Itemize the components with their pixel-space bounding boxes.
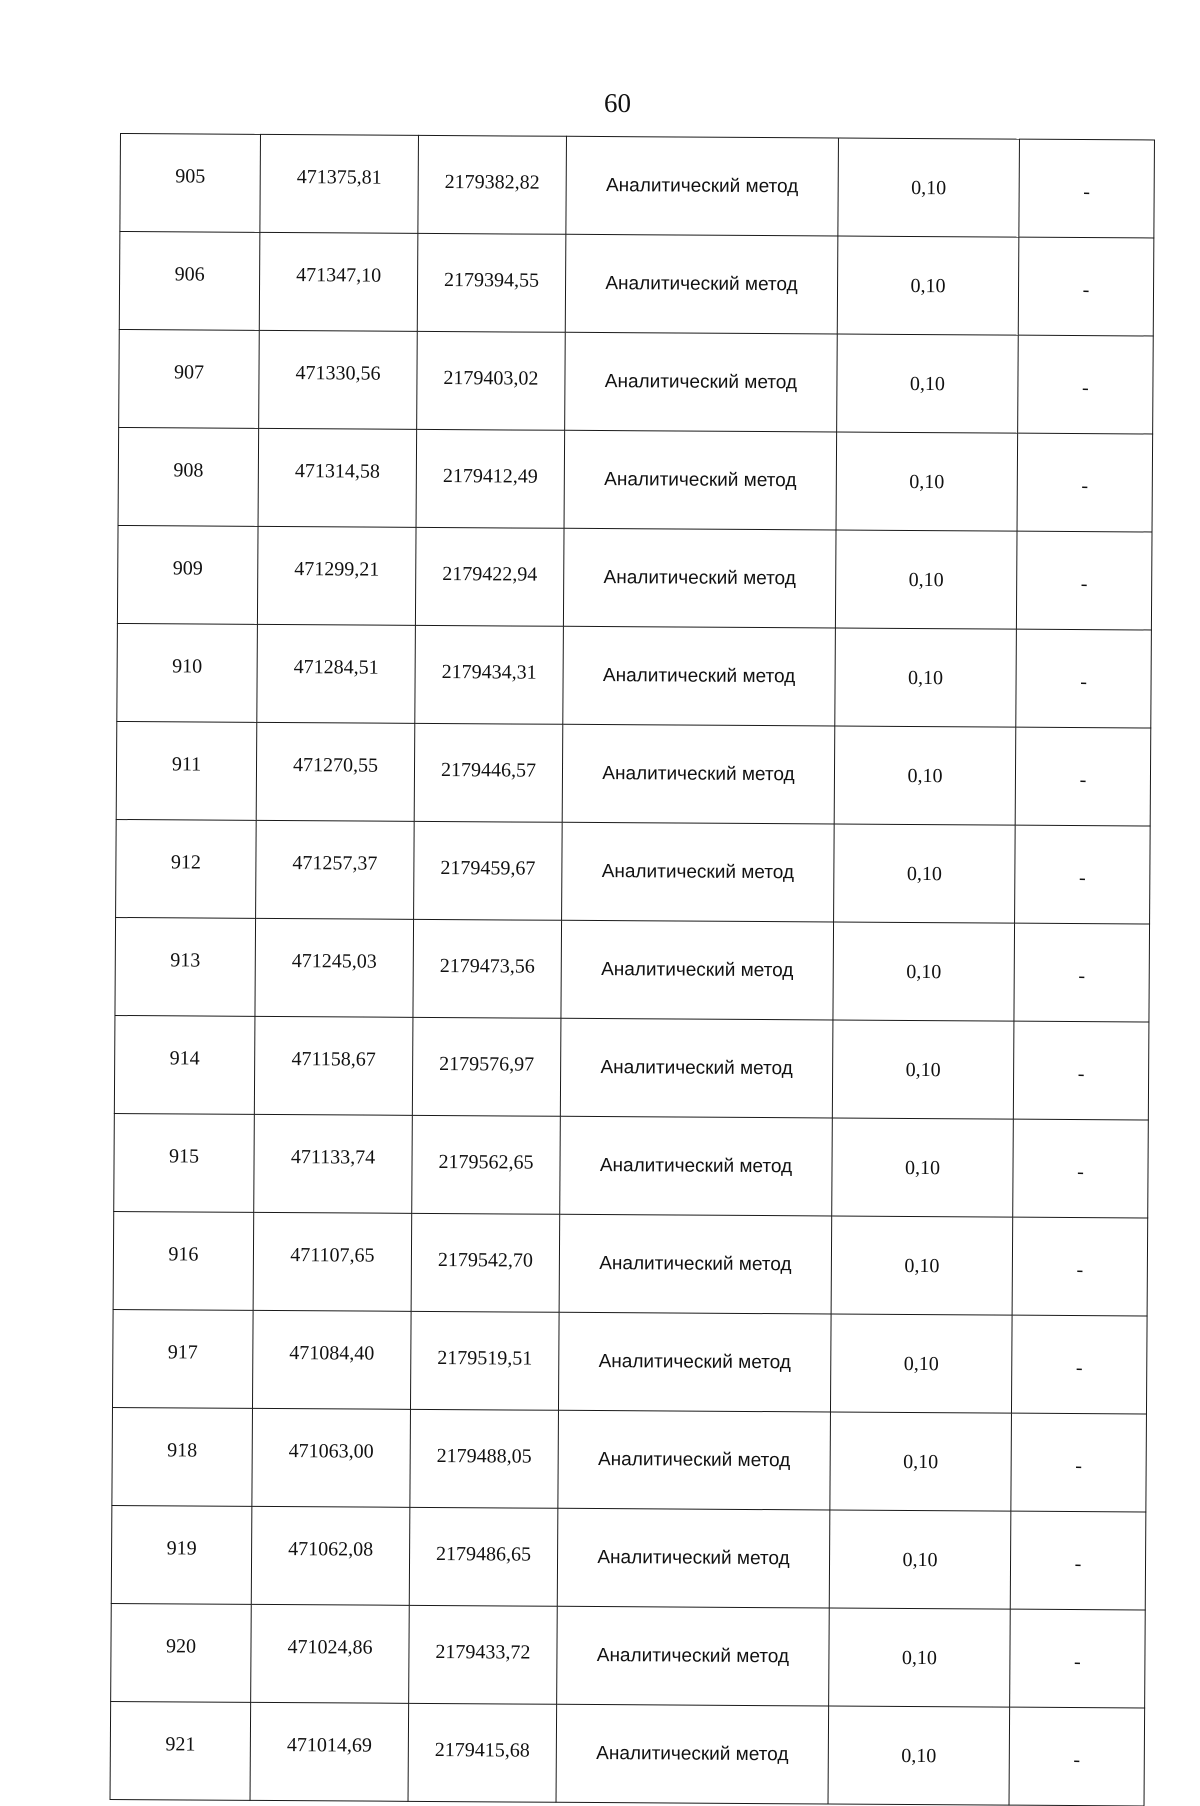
method-cell: Аналитический метод <box>565 332 838 432</box>
x-coordinate-cell: 471014,69 <box>250 1702 409 1801</box>
y-coordinate-cell: 2179576,97 <box>412 1017 561 1116</box>
point-number-cell: 919 <box>111 1505 252 1604</box>
table-row <box>111 1603 1146 1707</box>
y-coordinate-cell: 2179562,65 <box>412 1115 561 1214</box>
table-row <box>115 917 1150 1021</box>
note-cell: - <box>1018 237 1154 336</box>
y-coordinate-cell: 2179473,56 <box>413 919 562 1018</box>
x-coordinate-cell: 471375,81 <box>260 134 419 233</box>
accuracy-cell: 0,10 <box>835 628 1017 727</box>
page-number: 60 <box>604 88 631 118</box>
accuracy-cell: 0,10 <box>829 1608 1011 1707</box>
accuracy-cell: 0,10 <box>830 1412 1012 1511</box>
x-coordinate-cell: 471158,67 <box>254 1016 413 1115</box>
x-coordinate-cell: 471284,51 <box>257 624 416 723</box>
accuracy-cell: 0,10 <box>831 1216 1013 1315</box>
note-cell: - <box>1010 1511 1146 1610</box>
point-number-cell: 907 <box>119 329 260 428</box>
method-cell: Аналитический метод <box>556 1704 829 1804</box>
table-row <box>118 427 1153 531</box>
point-number-cell: 917 <box>112 1309 253 1408</box>
x-coordinate-cell: 471270,55 <box>256 722 415 821</box>
table-row <box>112 1309 1147 1413</box>
y-coordinate-cell: 2179434,31 <box>415 625 564 724</box>
method-cell: Аналитический метод <box>565 234 838 334</box>
accuracy-cell: 0,10 <box>837 236 1019 335</box>
point-number-cell: 905 <box>120 134 261 233</box>
point-number-cell: 920 <box>111 1603 252 1702</box>
y-coordinate-cell: 2179415,68 <box>408 1703 557 1802</box>
accuracy-cell: 0,10 <box>834 726 1016 825</box>
accuracy-cell: 0,10 <box>837 334 1019 433</box>
table-row <box>116 721 1151 825</box>
method-cell: Аналитический метод <box>559 1214 832 1314</box>
x-coordinate-cell: 471257,37 <box>256 820 415 919</box>
note-cell: - <box>1018 335 1154 434</box>
method-cell: Аналитический метод <box>558 1312 831 1412</box>
table-row <box>113 1211 1148 1315</box>
accuracy-cell: 0,10 <box>832 1118 1014 1217</box>
note-cell: - <box>1016 629 1152 728</box>
table-body <box>110 134 1154 1806</box>
x-coordinate-cell: 471299,21 <box>257 526 416 625</box>
accuracy-cell: 0,10 <box>834 824 1016 923</box>
point-number-cell: 912 <box>116 819 257 918</box>
point-number-cell: 914 <box>114 1015 255 1114</box>
note-cell: - <box>1010 1609 1146 1708</box>
y-coordinate-cell: 2179488,05 <box>410 1409 559 1508</box>
point-number-cell: 921 <box>110 1701 251 1800</box>
y-coordinate-cell: 2179433,72 <box>409 1605 558 1704</box>
method-cell: Аналитический метод <box>562 724 835 824</box>
note-cell: - <box>1013 1021 1149 1120</box>
point-number-cell: 916 <box>113 1211 254 1310</box>
point-number-cell: 906 <box>119 232 260 331</box>
method-cell: Аналитический метод <box>564 430 837 530</box>
x-coordinate-cell: 471062,08 <box>251 1506 410 1605</box>
method-cell: Аналитический метод <box>563 626 836 726</box>
table-row <box>114 1113 1149 1217</box>
note-cell: - <box>1015 825 1151 924</box>
table-row <box>112 1407 1147 1511</box>
y-coordinate-cell: 2179403,02 <box>417 331 566 430</box>
point-number-cell: 911 <box>116 721 257 820</box>
point-number-cell: 909 <box>117 525 258 624</box>
y-coordinate-cell: 2179394,55 <box>417 233 566 332</box>
y-coordinate-cell: 2179542,70 <box>411 1213 560 1312</box>
y-coordinate-cell: 2179412,49 <box>416 429 565 528</box>
point-number-cell: 910 <box>117 623 258 722</box>
point-number-cell: 913 <box>115 917 256 1016</box>
method-cell: Аналитический метод <box>557 1606 830 1706</box>
x-coordinate-cell: 471024,86 <box>251 1604 410 1703</box>
accuracy-cell: 0,10 <box>836 432 1018 531</box>
accuracy-cell: 0,10 <box>838 138 1020 237</box>
x-coordinate-cell: 471107,65 <box>253 1212 412 1311</box>
table-row <box>111 1505 1146 1609</box>
x-coordinate-cell: 471347,10 <box>259 232 418 331</box>
method-cell: Аналитический метод <box>560 1018 833 1118</box>
table-row <box>120 134 1155 238</box>
point-number-cell: 908 <box>118 427 259 526</box>
table-row <box>117 623 1152 727</box>
accuracy-cell: 0,10 <box>830 1314 1012 1413</box>
table-row <box>110 1701 1145 1805</box>
x-coordinate-cell: 471084,40 <box>252 1310 411 1409</box>
x-coordinate-cell: 471314,58 <box>258 428 417 527</box>
method-cell: Аналитический метод <box>562 822 835 922</box>
y-coordinate-cell: 2179446,57 <box>414 723 563 822</box>
y-coordinate-cell: 2179459,67 <box>414 821 563 920</box>
accuracy-cell: 0,10 <box>833 922 1015 1021</box>
note-cell: - <box>1015 727 1151 826</box>
method-cell: Аналитический метод <box>563 528 836 628</box>
note-cell: - <box>1019 139 1155 238</box>
table-row <box>119 232 1154 336</box>
table-row <box>119 329 1154 433</box>
method-cell: Аналитический метод <box>560 1116 833 1216</box>
method-cell: Аналитический метод <box>558 1410 831 1510</box>
x-coordinate-cell: 471330,56 <box>259 330 418 429</box>
note-cell: - <box>1011 1413 1147 1512</box>
note-cell: - <box>1013 1119 1149 1218</box>
x-coordinate-cell: 471063,00 <box>252 1408 411 1507</box>
y-coordinate-cell: 2179519,51 <box>410 1311 559 1410</box>
point-number-cell: 918 <box>112 1407 253 1506</box>
point-number-cell: 915 <box>114 1113 255 1212</box>
accuracy-cell: 0,10 <box>835 530 1017 629</box>
y-coordinate-cell: 2179382,82 <box>418 135 567 234</box>
note-cell: - <box>1017 433 1153 532</box>
table-row <box>116 819 1151 923</box>
y-coordinate-cell: 2179422,94 <box>415 527 564 626</box>
note-cell: - <box>1012 1217 1148 1316</box>
x-coordinate-cell: 471245,03 <box>255 918 414 1017</box>
method-cell: Аналитический метод <box>561 920 834 1020</box>
note-cell: - <box>1011 1315 1147 1414</box>
method-cell: Аналитический метод <box>557 1508 830 1608</box>
note-cell: - <box>1009 1707 1145 1806</box>
method-cell: Аналитический метод <box>566 136 839 236</box>
accuracy-cell: 0,10 <box>829 1510 1011 1609</box>
accuracy-cell: 0,10 <box>828 1706 1010 1805</box>
x-coordinate-cell: 471133,74 <box>254 1114 413 1213</box>
note-cell: - <box>1014 923 1150 1022</box>
table-row <box>117 525 1152 629</box>
coordinates-table <box>110 133 1155 1806</box>
table-row <box>114 1015 1149 1119</box>
y-coordinate-cell: 2179486,65 <box>409 1507 558 1606</box>
accuracy-cell: 0,10 <box>832 1020 1014 1119</box>
note-cell: - <box>1016 531 1152 630</box>
